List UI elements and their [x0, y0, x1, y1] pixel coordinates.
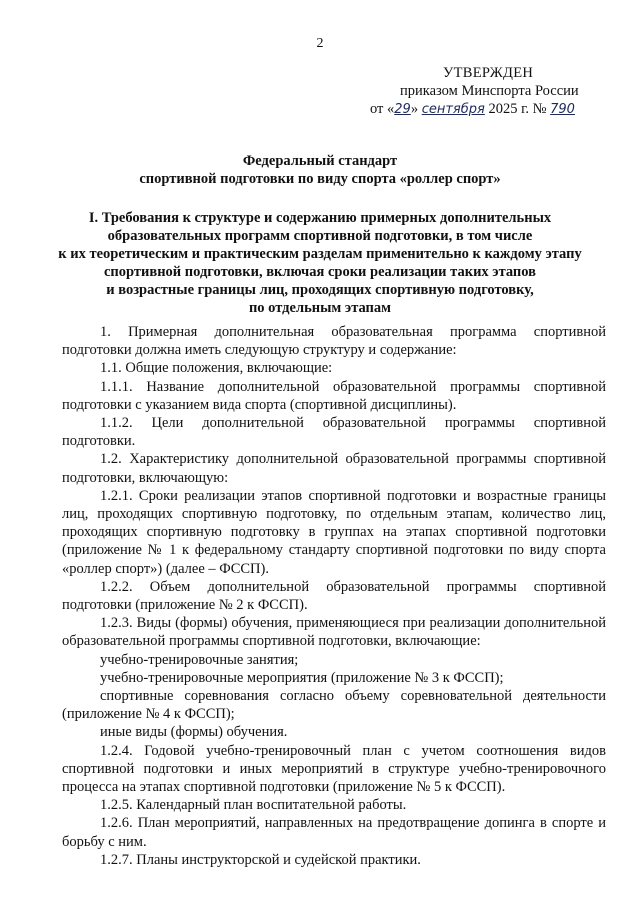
- date-prefix: от «: [370, 101, 395, 117]
- paragraph: иные виды (формы) обучения.: [100, 724, 288, 741]
- handwritten-month: сентября: [421, 102, 485, 117]
- paragraph: учебно-тренировочные мероприятия (приложение № 3 к ФССП);: [100, 669, 504, 686]
- section-line-4: спортивной подготовки, включая сроки реализации таких этапов: [103, 264, 536, 280]
- paragraph: 1.2.5. Календарный план воспитательной работы.: [100, 797, 407, 814]
- date-mid: »: [410, 101, 419, 117]
- paragraph: 1.2. Характеристику дополнительной образовательной программы спортивной подготовки, включающую:: [62, 451, 606, 486]
- paragraph: 1.2.6. План мероприятий, направленных на предотвращение допинга в спорте и борьбу с ним.: [62, 815, 606, 850]
- document-title: [40, 152, 600, 188]
- approval-heading: УТВЕРЖДЕН: [443, 65, 534, 81]
- section-line-3: к их теоретическим и практическим разделам применительно к каждому этапу: [58, 246, 582, 262]
- paragraph: 1.2.2. Объем дополнительной образовательной программы спортивной подготовки (приложение № 2 к ФССП).: [62, 578, 606, 614]
- handwritten-order-number: 790: [550, 102, 575, 117]
- paragraph: спортивные соревнования согласно объему соревновательной деятельности (приложение № 4 к ФССП);: [62, 688, 606, 723]
- title-line-2: спортивной подготовки по виду спорта «роллер спорт»: [139, 171, 501, 187]
- paragraph: 1.1.1. Название дополнительной образовательной программы спортивной подготовки с указанием вида спорта (спортивной дисциплины).: [62, 378, 606, 413]
- paragraph: 1.1.2. Цели дополнительной образовательной программы спортивной подготовки.: [62, 415, 606, 450]
- paragraph: 1.2.4. Годовой учебно-тренировочный план с учетом соотношения видов спортивной подготовки и иных мероприятий в структуре учебно-тренировочного процесса на этапах спортивной подготовки (приложение № 5 к ФССП).: [62, 742, 606, 796]
- paragraph: 1.1. Общие положения, включающие:: [100, 360, 333, 377]
- section-heading: [40, 209, 600, 317]
- approval-date-line: [370, 100, 620, 119]
- paragraph: 1.2.1. Сроки реализации этапов спортивной подготовки и возрастные границы лиц, проходящих спортивную подготовку, по отдельным этапам, количество лиц, проходящих спортивную подготовку в группах на этапах спортивной подготовки (приложение № 1 к федеральному стандарту спортивной подготовки по виду спорта «роллер спорт») (далее – ФССП).: [62, 487, 606, 577]
- approval-block: [370, 64, 620, 119]
- page-number: 2: [316, 36, 324, 51]
- date-year: 2025 г. №: [484, 101, 551, 117]
- paragraph: 1. Примерная дополнительная образовательная программа спортивной подготовки должна иметь следующую структуру и содержание:: [62, 324, 606, 359]
- approval-order-line: приказом Минспорта России: [400, 83, 579, 99]
- document-body: [62, 323, 606, 869]
- paragraph: учебно-тренировочные занятия;: [100, 651, 299, 668]
- title-line-1: Федеральный стандарт: [242, 153, 398, 169]
- paragraph: 1.2.7. Планы инструкторской и судейской практики.: [100, 851, 421, 868]
- paragraph: 1.2.3. Виды (формы) обучения, применяющиеся при реализации дополнительной образовательной программы спортивной подготовки, включающие:: [62, 615, 606, 650]
- section-line-2: образовательных программ спортивной подготовки, в том числе: [107, 228, 533, 244]
- handwritten-day: 29: [394, 102, 411, 117]
- section-line-5: и возрастные границы лиц, проходящих спортивную подготовку,: [106, 282, 534, 298]
- section-line-6: по отдельным этапам: [248, 300, 392, 316]
- section-line-1: I. Требования к структуре и содержанию примерных дополнительных: [88, 210, 552, 226]
